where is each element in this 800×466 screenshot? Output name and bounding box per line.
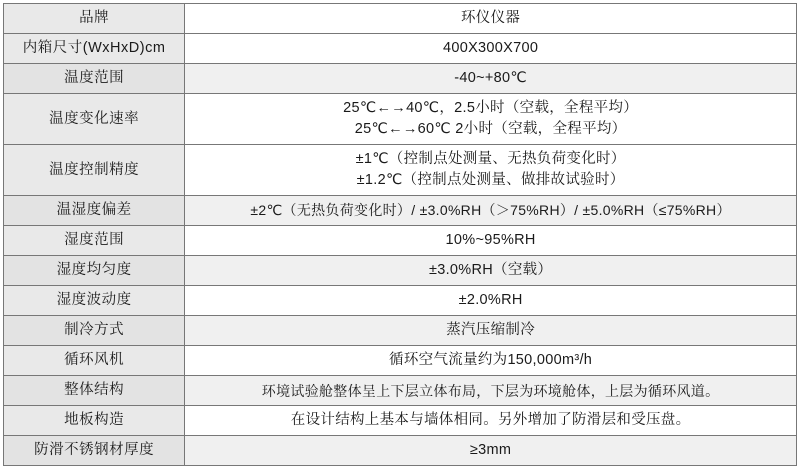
row-value-line: 蒸汽压缩制冷 — [446, 322, 536, 339]
row-value-line: -40~+80℃ — [454, 70, 527, 87]
row-label: 品牌 — [4, 4, 185, 34]
specification-table — [3, 3, 797, 466]
row-value-line: 400X300X700 — [442, 40, 539, 57]
row-label: 温度控制精度 — [4, 145, 185, 196]
row-value-line: 循环空气流量约为150,000m³/h — [389, 352, 593, 369]
row-label: 整体结构 — [4, 376, 185, 406]
table-row — [4, 4, 797, 34]
row-label: 温度变化速率 — [4, 94, 185, 145]
row-value — [185, 316, 797, 346]
row-value — [185, 34, 797, 64]
row-value — [185, 406, 797, 436]
row-value-line: 环仪仪器 — [461, 10, 521, 26]
row-value-line: ±2℃（无热负荷变化时）/ ±3.0%RH（＞75%RH）/ ±5.0%RH（≤75%RH） — [250, 202, 731, 219]
row-label: 制冷方式 — [4, 316, 185, 346]
row-value-line: ±3.0%RH（空载） — [428, 262, 553, 279]
row-value-line: 25℃←→60℃ 2小时（空载，全程平均） — [354, 121, 627, 138]
table-row — [4, 94, 797, 145]
row-value — [185, 436, 797, 466]
table-row — [4, 34, 797, 64]
row-value-line: ±1.2℃（控制点处测量、做排故试验时） — [356, 172, 625, 189]
table-row — [4, 436, 797, 466]
table-row — [4, 406, 797, 436]
row-value — [185, 4, 797, 34]
table-row — [4, 64, 797, 94]
table-row — [4, 145, 797, 196]
row-label: 温度范围 — [4, 64, 185, 94]
row-value — [185, 64, 797, 94]
table-row — [4, 376, 797, 406]
row-label: 防滑不锈钢材厚度 — [4, 436, 185, 466]
row-value — [185, 94, 797, 145]
row-label: 湿度波动度 — [4, 286, 185, 316]
row-label: 循环风机 — [4, 346, 185, 376]
row-value-line: 在设计结构上基本与墙体相同。另外增加了防滑层和受压盘。 — [290, 412, 691, 429]
table-row — [4, 316, 797, 346]
table-row — [4, 346, 797, 376]
row-value — [185, 145, 797, 196]
row-value — [185, 256, 797, 286]
row-label: 湿度范围 — [4, 226, 185, 256]
row-value — [185, 286, 797, 316]
row-label: 湿度均匀度 — [4, 256, 185, 286]
row-value-line: ±2.0%RH — [458, 292, 523, 309]
row-label: 温湿度偏差 — [4, 196, 185, 226]
table-row — [4, 196, 797, 226]
table-row — [4, 226, 797, 256]
row-value — [185, 346, 797, 376]
row-value-line: 25℃←→40℃，2.5小时（空载，全程平均） — [343, 100, 639, 117]
table-row — [4, 256, 797, 286]
row-value-line: 环境试验舱整体呈上下层立体布局，下层为环境舱体，上层为循环风道。 — [261, 382, 720, 399]
row-value — [185, 376, 797, 406]
row-label: 内箱尺寸(WxHxD)cm — [4, 34, 185, 64]
row-value — [185, 226, 797, 256]
row-value-line: ±1℃（控制点处测量、无热负荷变化时） — [355, 151, 626, 168]
row-value-line: 10%~95%RH — [445, 232, 536, 249]
row-label: 地板构造 — [4, 406, 185, 436]
table-body — [4, 4, 797, 466]
row-value-line: ≥3mm — [469, 442, 512, 459]
row-value — [185, 196, 797, 226]
table-row — [4, 286, 797, 316]
